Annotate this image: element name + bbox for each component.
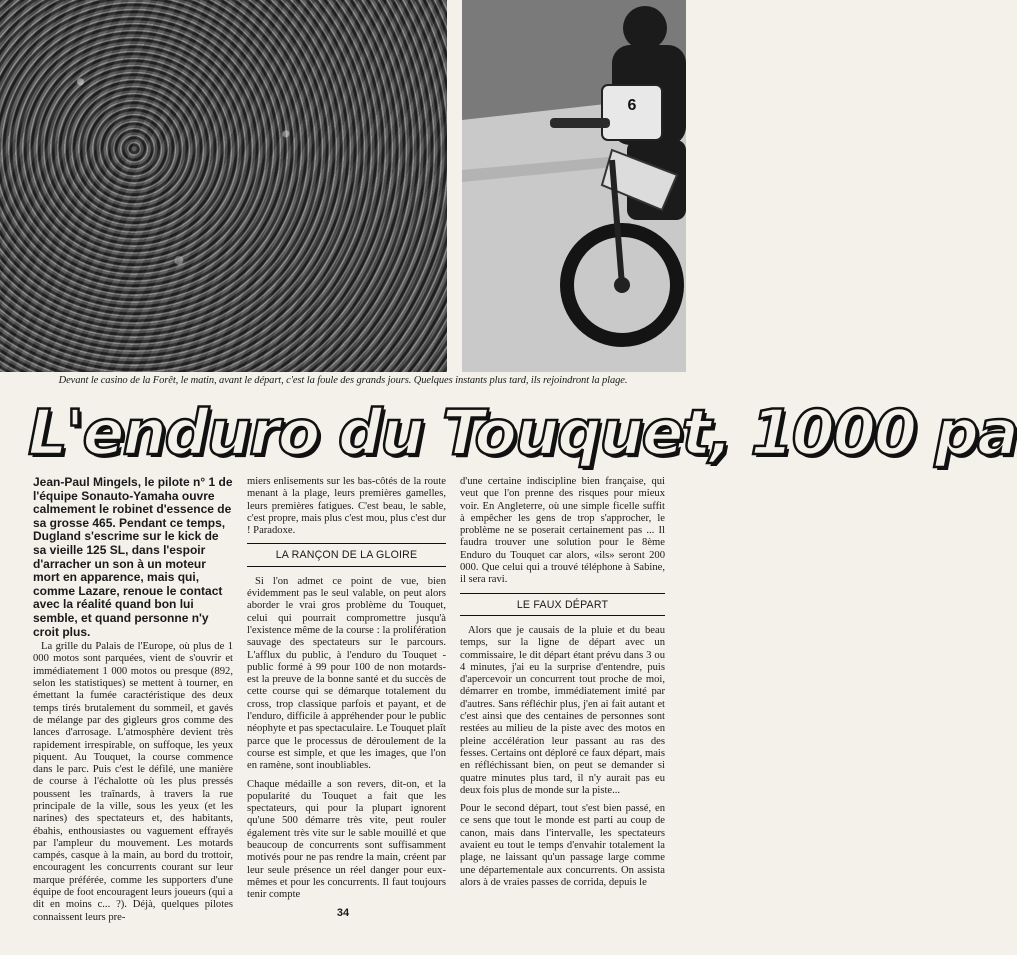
article-paragraph: Si l'on admet ce point de vue, bien évidemment pas le seul valable, on peut alors aborder le vrai gros problème du Touquet, celui qui pourrait compromettre jusqu'à l'existence même de la course : la prolifération sauvage des spectateurs sur le parcours. L'afflux du public, à l'enduro du Touquet -public formé à 99 pour 100 de non motards- est la preuve de la bonne santé et du succès de cette course qui se démarque totalement du cross, trop classique parfois et payant, et de l'enduro, difficile à appréhender pour le public néophyte et pas spectaculaire. Le Touquet plaît parce que le processus de déroulement de la course est simple, et que les images, que l'on en ramène, sont inoubliables. <box>247 575 446 772</box>
lead-paragraph: Jean-Paul Mingels, le pilote n° 1 de l'équipe Sonauto-Yamaha ouvre calmement le robinet d'essence de sa grosse 465. Pendant ce temps, Dugland s'escrime sur le kick de sa vieille 125 SL, dans l'espoir d'arracher un son à un moteur mort en apparence, mais qui, comme Lazare, renoue le contact avec la réalité quand bon lui semble, et quand personne n'y croit plus. <box>33 475 233 639</box>
rider-photo <box>462 0 686 372</box>
rider-illustration <box>462 0 686 372</box>
crowd-photo <box>0 0 447 372</box>
photo-caption: Devant le casino de la Forêt, le matin, avant le départ, c'est la foule des grands jours. Quelques instants plus tard, ils rejoindront la plage. <box>58 375 628 386</box>
section-heading-faux-depart: LE FAUX DÉPART <box>460 593 665 616</box>
article-paragraph: miers enlisements sur les bas-côtés de la route menant à la plage, leurs premières gamelles, leurs premières fatigues. C'est beau, le sable, c'est propre, mais plus c'est mou, plus c'est dur ! Paradoxe. <box>247 476 446 537</box>
headline: L'enduro du Touquet, 1000 pa <box>28 396 1017 469</box>
section-heading-rancon: LA RANÇON DE LA GLOIRE <box>247 543 446 566</box>
article-paragraph: La grille du Palais de l'Europe, où plus de 1 000 motos sont parquées, vient de s'ouvrir et immédiatement 1 000 motos ou presque (892, selon les statistiques) se mettent à tourner, en émettant la fumée caractéristique des deux temps tirés brutalement du sommeil, et gavés de mélange par des gigleurs gros comme des lances d'arrosage. L'atmosphère devient très rapidement irrespirable, on suffoque, les yeux piquent. Au Touquet, la course commence dans le parc. Puis c'est le défilé, une manière de course à l'échalotte où les plus pressés poussent les traînards, à travers la rue principale de la ville, sous les yeux (et les narines) des spectateurs et, des habitants, ébahis, enthousiastes ou vaguement effrayés par l'ampleur du mouvement. Les motards campés, casque à la main, au bord du trottoir, encouragent les concurrents courant sur leur marque préférée, comme les supporters d'une équipe de foot encouragent leurs joueurs (qui a dit en moins c... ?). Déjà, quelques pilotes connaissent leurs pre- <box>33 641 233 923</box>
article-paragraph: Chaque médaille a son revers, dit-on, et la popularité du Touquet a fait que les spectateurs, qui pour la plupart ignorent qu'une 500 démarre très vite, peut rouler également très vite sur le sable mouillé et que beaucoup de concurrents sont suffisamment motivés pour ne pas rendre la main, créent par leur seule présence un réel danger pour eux-mêmes et pour les concurrents. Il faut toujours tenir compte <box>247 778 446 901</box>
column-3 <box>460 476 665 895</box>
article-paragraph: Alors que je causais de la pluie et du beau temps, sur la ligne de départ avec un commissaire, le dit départ étant prévu dans 3 ou 4 minutes, j'ai eu la surprise d'entendre, puis d'apercevoir un concurrent tout proche de moi, démarrer en trombe, immédiatement imité par d'autres. Sans réfléchir plus, j'en ai fait autant et c'est ainsi que des centaines de personnes sont restées au milieu de la piste avec des motos en pleine accélération leur passant au ras des fesses. Certains ont déploré ce faux départ, mais en réfléchissant bien, on peut se demander si quatre minutes plus tard, il n'y aurait pas eu deux fois plus de monde sur la piste... <box>460 624 665 796</box>
column-2 <box>247 476 446 908</box>
article-paragraph: d'une certaine indiscipline bien française, qui veut que l'on prenne des risques pour mieux voir. En Angleterre, où une simple ficelle suffit à empêcher les gens de trop s'approcher, le problème ne se poserait certainement pas ... Il faudra trouver une solution pour le 8ème Enduro du Touquet car alors, «ils» seront 200 000. Que celui qui a trouvé téléphone à Sabine, il sera ravi. <box>460 476 665 586</box>
rider-number: 6 <box>627 97 637 114</box>
column-1 <box>33 476 233 930</box>
page-number: 34 <box>336 907 350 919</box>
article-paragraph: Pour le second départ, tout s'est bien passé, en ce sens que tout le monde est parti au coup de canon, mais dans l'intervalle, les spectateurs avaient eu tout le temps d'envahir totalement la plage, ne laissant qu'un passage large comme une départementale aux concurrents. On assista alors à de vraies passes de corrida, depuis le <box>460 803 665 888</box>
